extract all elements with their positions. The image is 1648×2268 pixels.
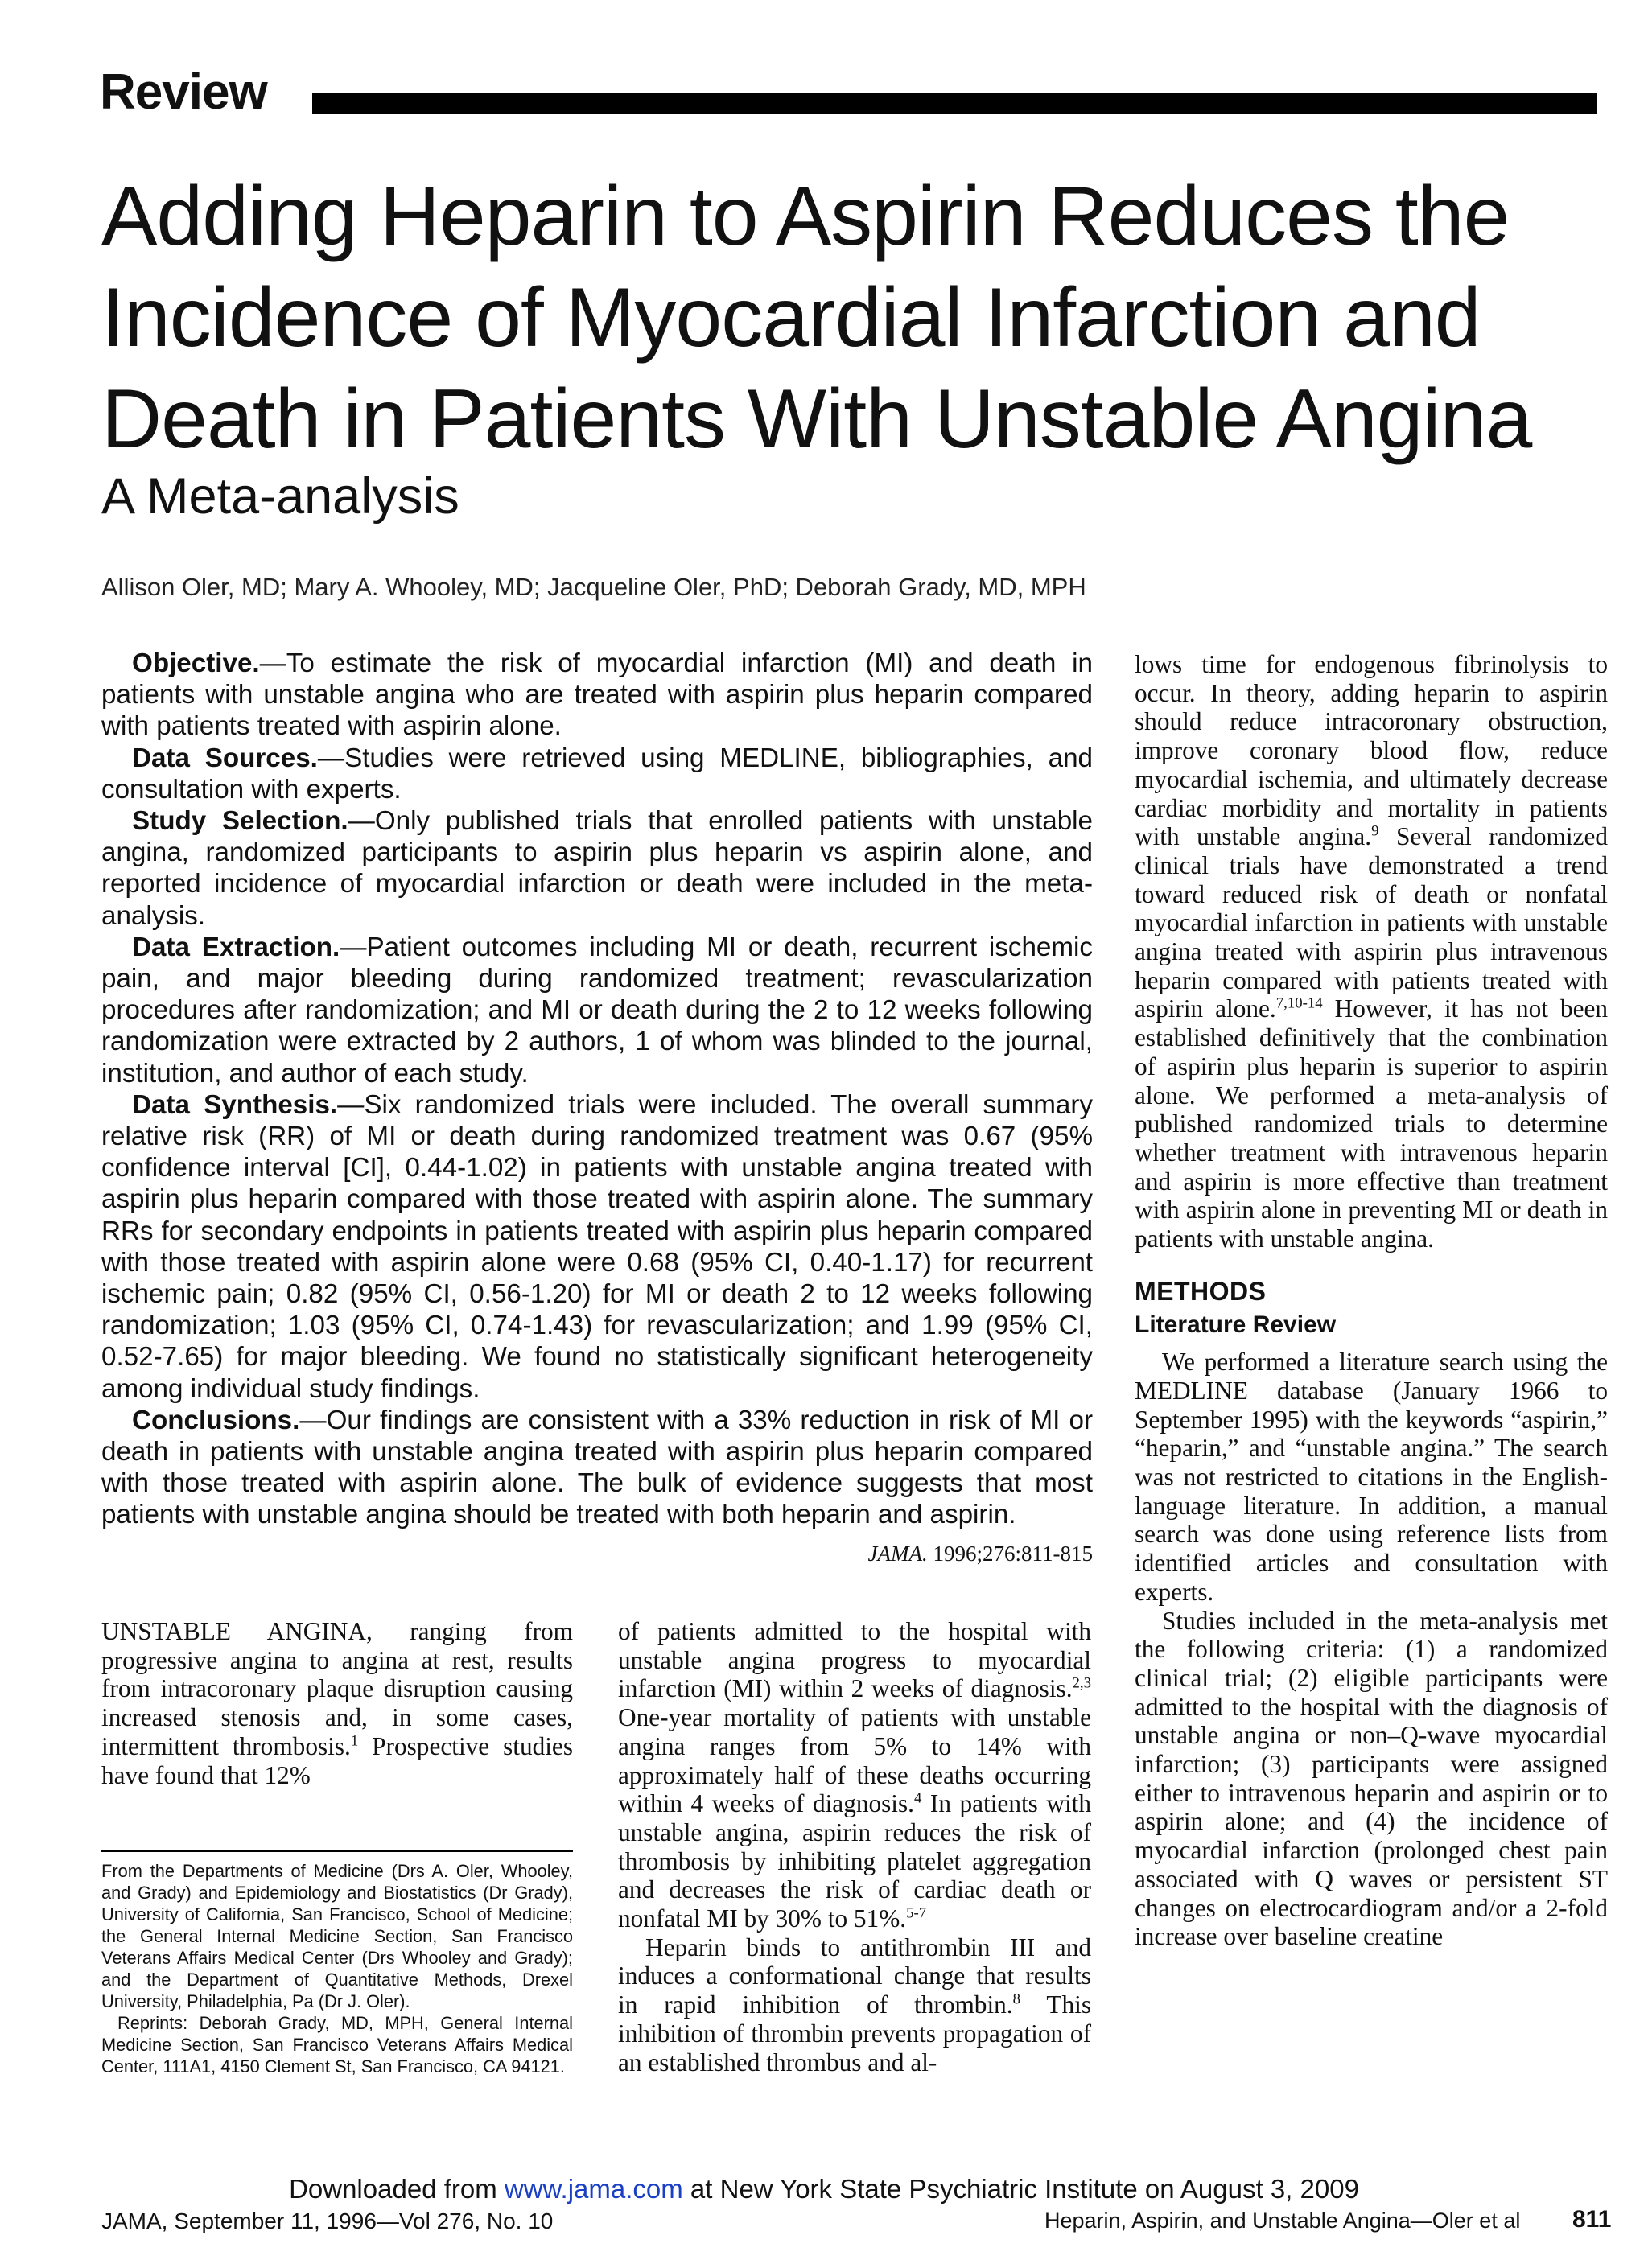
abstract-extraction-text: —Patient outcomes including MI or death, recurrent ischemic pain, and major bleeding during randomized treatment; revascularization procedures after randomization; and MI or death during the 2 to 12 weeks following randomization were extracted by 2 authors, 1 of whom was blinded to the journal, institution, and author of each study. xyxy=(101,932,1094,1089)
abstract-synthesis xyxy=(101,1089,1093,1405)
citation-details: 1996;276:811-815 xyxy=(933,1541,1093,1566)
abstract-extraction-label: Data Extraction. xyxy=(132,932,340,962)
abstract-sources xyxy=(101,743,1093,805)
subsection-heading-literature-review: Literature Review xyxy=(1135,1311,1337,1339)
abstract-conclusions-text: —Our findings are consistent with a 33% reduction in risk of MI or death in patients with unstable angina treated with aspirin plus heparin compared with those treated with aspirin alone. The bulk of evidence suggests that most patients with unstable angina should be treated with both heparin and aspirin. xyxy=(101,1405,1093,1530)
reference-marker[interactable]: 1 xyxy=(350,1732,359,1750)
body-text: UNSTABLE ANGINA, ranging from progressive angina to angina at rest, results from intracoronary plaque disruption causing increased stenosis and, in some cases, intermittent thrombosis. xyxy=(101,1617,573,1760)
body-text: Heparin binds to antithrombin III and induces a conformational change that results in rapid inhibition of thrombin. xyxy=(618,1933,1091,2019)
abstract-selection-label: Study Selection. xyxy=(132,806,348,837)
abstract-synthesis-text: —Six randomized trials were included. The overall summary relative risk (RR) of MI or death during randomized treatment was 0.67 (95% confidence interval [CI], 0.44-1.02) in patients with unstable angina treated with aspirin plus heparin compared with those treated with aspirin alone. The summary RRs for secondary endpoints in patients treated with aspirin plus heparin compared with those treated with aspirin alone were 0.68 (95% CI, 0.40-1.17) for recurrent ischemic pain; 0.82 (95% CI, 0.56-1.20) for MI or death 2 to 12 weeks following randomization; 1.03 (95% CI, 0.74-1.43) for revascularization; and 1.99 (95% CI, 0.52-7.65) for major bleeding. We found no statistically significant heterogeneity among individual study findings. xyxy=(101,1089,1094,1404)
reference-marker[interactable]: 5-7 xyxy=(906,1904,927,1922)
body-text: of patients admitted to the hospital with unstable angina progress to myocardial infarction (MI) within 2 weeks of diagnosis. xyxy=(618,1617,1091,1703)
abstract-conclusions xyxy=(101,1405,1093,1531)
section-heading-methods: METHODS xyxy=(1135,1276,1267,1306)
reference-marker[interactable]: 9 xyxy=(1371,822,1379,840)
citation-journal: JAMA. xyxy=(867,1541,928,1566)
body-text: Several randomized clinical trials have demonstrated a trend toward reduced risk of death or nonfatal myocardial infarction in patients with unstable angina treated with aspirin plus intravenous heparin compared with patients treated with aspirin alone. xyxy=(1135,822,1608,1023)
body-paragraph xyxy=(618,1617,1091,1933)
abstract-selection-text: —Only published trials that enrolled patients with unstable angina, randomized participants to aspirin plus heparin vs aspirin alone, and reported incidence of myocardial infarction or death were included in the meta-analysis. xyxy=(101,806,1093,931)
article-subtitle: A Meta-analysis xyxy=(101,468,459,525)
abstract-sources-label: Data Sources. xyxy=(132,743,318,773)
abstract-sources-text: —Studies were retrieved using MEDLINE, bibliographies, and consultation with experts. xyxy=(101,743,1093,805)
abstract-objective-label: Objective. xyxy=(132,648,260,678)
journal-citation xyxy=(813,1541,1093,1566)
footnote-rule xyxy=(101,1850,573,1852)
abstract-objective xyxy=(101,648,1093,743)
download-link[interactable]: www.jama.com xyxy=(504,2174,683,2204)
footer-journal-citation: JAMA, September 11, 1996—Vol 276, No. 10 xyxy=(101,2208,554,2233)
section-label: Review xyxy=(100,64,267,120)
abstract-conclusions-label: Conclusions. xyxy=(132,1405,300,1435)
footnote-reprints: Reprints: Deborah Grady, MD, MPH, General Internal Medicine Section, San Francisco Veterans Affairs Medical Center, 111A1, 4150 Clement St, San Francisco, CA 94121. xyxy=(101,2013,573,2077)
author-list: Allison Oler, MD; Mary A. Whooley, MD; Jacqueline Oler, PhD; Deborah Grady, MD, MPH xyxy=(101,573,1086,601)
download-notice xyxy=(0,2174,1648,2204)
body-text: This inhibition of thrombin prevents propagation of an established thrombus and al- xyxy=(618,1990,1091,2077)
body-text: lows time for endogenous fibrinolysis to occur. In theory, adding heparin to aspirin should reduce intracoronary obstruction, improve coronary blood flow, reduce myocardial ischemia, and ultimately decrease cardiac morbidity and mortality in patients with unstable angina. xyxy=(1135,650,1608,851)
abstract-synthesis-label: Data Synthesis. xyxy=(132,1089,338,1120)
reference-marker[interactable]: 4 xyxy=(914,1789,922,1807)
footnote xyxy=(101,1860,573,2077)
running-head: Heparin, Aspirin, and Unstable Angina—Oler et al xyxy=(1044,2208,1521,2233)
body-paragraph xyxy=(1135,650,1608,1253)
reference-marker[interactable]: 8 xyxy=(1012,1990,1021,2008)
title-line-2: Incidence of Myocardial Infarction and xyxy=(101,271,1481,364)
abstract-selection xyxy=(101,805,1093,932)
title-line-1: Adding Heparin to Aspirin Reduces the xyxy=(101,170,1510,263)
footnote-affiliations: From the Departments of Medicine (Drs A. Oler, Whooley, and Grady) and Epidemiology and Biostatistics (Dr Grady), University of California, San Francisco, School of Medicine; the General Internal Medicine Section, San Francisco Veterans Affairs Medical Center (Drs Whooley and Grady); and the Department of Quantitative Methods, Drexel University, Philadelphia, Pa (Dr J. Oler). xyxy=(101,1861,573,2011)
body-column-right xyxy=(1135,650,1608,1951)
body-paragraph xyxy=(101,1617,573,1789)
download-prefix: Downloaded from xyxy=(289,2174,505,2204)
title-line-3: Death in Patients With Unstable Angina xyxy=(101,373,1532,466)
reference-marker[interactable]: 2,3 xyxy=(1072,1674,1091,1692)
body-text: One-year mortality of patients with unstable angina ranges from 5% to 14% with approximately half of these deaths occurring within 4 weeks of diagnosis. xyxy=(618,1703,1091,1818)
download-suffix: at New York State Psychiatric Institute on August 3, 2009 xyxy=(682,2174,1359,2204)
body-text: However, it has not been established definitively that the combination of aspirin plus heparin is superior to aspirin alone. We performed a meta-analysis of published randomized trials to determine whether treatment with intravenous heparin and aspirin is more effective than treatment with aspirin alone in preventing MI or death in patients with unstable angina. xyxy=(1135,994,1608,1253)
article-title xyxy=(101,166,1614,470)
page-number: 811 xyxy=(1572,2206,1612,2233)
body-paragraph: Studies included in the meta-analysis met the following criteria: (1) a randomized clinical trial; (2) eligible participants were admitted to the hospital with the diagnosis of unstable angina or non–Q-wave myocardial infarction; (3) participants were assigned either to intravenous heparin and aspirin or to aspirin alone; and (4) the incidence of myocardial infarction (prolonged chest pain associated with Q waves or persistent ST changes on electrocardiogram and/or a 2-fold increase over baseline creatine xyxy=(1135,1606,1608,1951)
section-rule xyxy=(312,93,1596,114)
body-column-left xyxy=(101,1617,573,1789)
abstract-objective-text: —To estimate the risk of myocardial infarction (MI) and death in patients with unstable angina who are treated with aspirin plus heparin compared with patients treated with aspirin alone. xyxy=(101,648,1093,742)
body-text: In patients with unstable angina, aspirin reduces the risk of thrombosis by inhibiting platelet aggregation and decreases the risk of cardiac death or nonfatal MI by 30% to 51%. xyxy=(618,1789,1091,1933)
abstract-extraction xyxy=(101,932,1093,1089)
body-paragraph xyxy=(618,1933,1091,2077)
body-column-middle xyxy=(618,1617,1091,2077)
body-text: Prospective studies have found that 12% xyxy=(101,1731,574,1789)
reference-marker[interactable]: 7,10-14 xyxy=(1275,995,1323,1013)
body-paragraph: We performed a literature search using the MEDLINE database (January 1966 to September 1995) with the keywords “aspirin,” “heparin,” and “unstable angina.” The search was not restricted to citations in the English-language literature. In addition, a manual search was done using reference lists from identified articles and consultation with experts. xyxy=(1135,1348,1608,1606)
abstract xyxy=(101,648,1093,1531)
